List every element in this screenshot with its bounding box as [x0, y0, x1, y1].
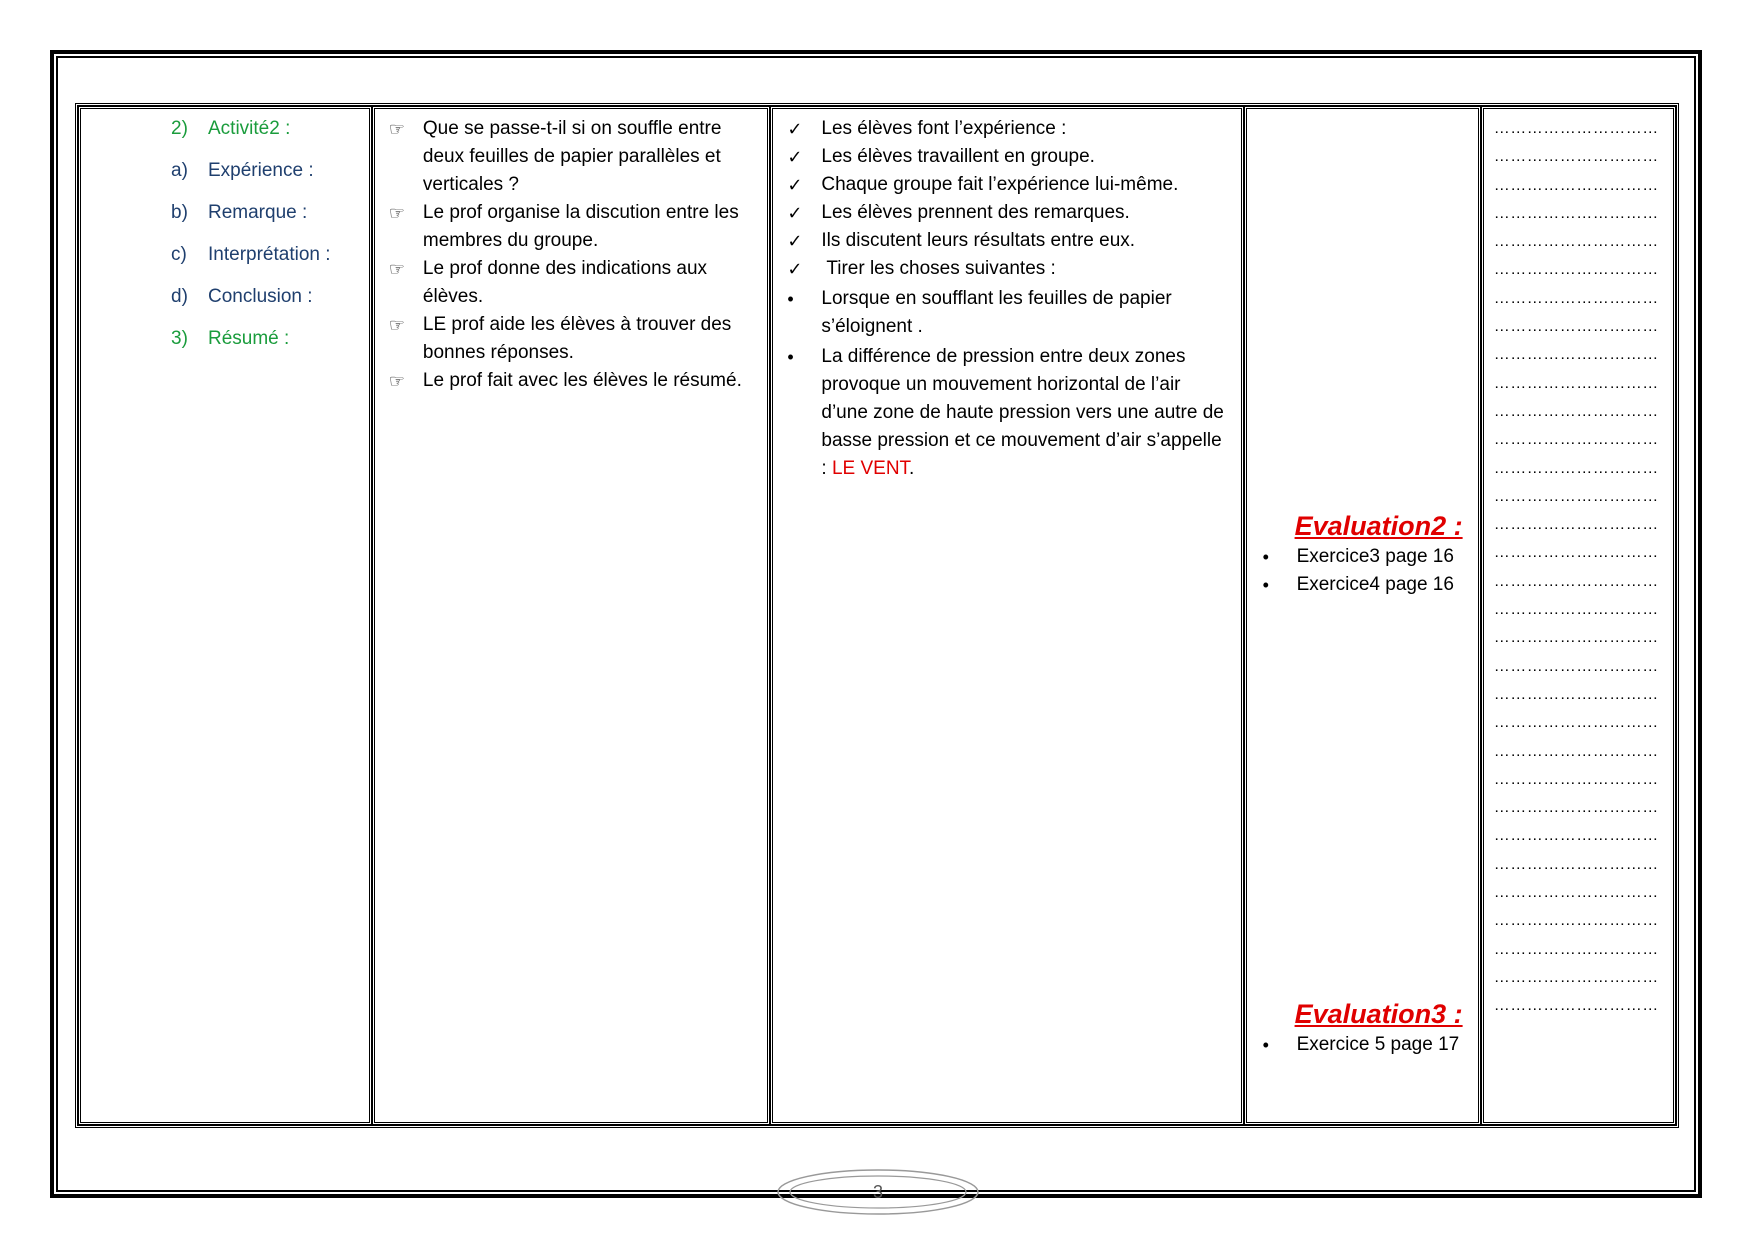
steps-column: [78, 106, 372, 1125]
list-item: ☞ Le prof fait avec les élèves le résumé.: [385, 367, 757, 395]
notes-column: [1481, 106, 1676, 1125]
dotted-line: …………………………: [1493, 318, 1659, 336]
list-item: ✓ Chaque groupe fait l’expérience lui-même.: [783, 171, 1230, 199]
pointing-hand-icon: ☞: [388, 203, 406, 223]
dotted-line: …………………………: [1493, 997, 1659, 1015]
dotted-line: …………………………: [1493, 346, 1659, 364]
list-item: • Exercice3 page 16: [1259, 543, 1472, 571]
keyword-highlight: LE VENT: [831, 458, 910, 479]
evaluation2-block: [1259, 509, 1472, 599]
step-activite2: 2) Activité2 :: [171, 115, 359, 157]
dotted-line: …………………………: [1493, 572, 1659, 590]
dotted-line: …………………………: [1493, 685, 1659, 703]
bullet-icon: •: [1262, 575, 1269, 595]
dotted-line: …………………………: [1493, 968, 1659, 986]
evaluation-column: [1244, 106, 1481, 1125]
evaluation2-title: Evaluation2 :: [1294, 511, 1463, 541]
pointing-hand-icon: ☞: [388, 371, 406, 391]
dotted-line: …………………………: [1493, 827, 1659, 845]
dotted-line: …………………………: [1493, 544, 1659, 562]
dotted-line: …………………………: [1493, 374, 1659, 392]
step-label: Expérience :: [208, 160, 314, 181]
dotted-line: …………………………: [1493, 742, 1659, 760]
dotted-line: …………………………: [1493, 770, 1659, 788]
bullet-icon: •: [1262, 1035, 1269, 1055]
list-item: ✓ Tirer les choses suivantes :: [783, 255, 1230, 283]
list-item: • Exercice4 page 16: [1259, 571, 1472, 599]
dotted-line: …………………………: [1493, 601, 1659, 619]
list-item: ✓ Ils discutent leurs résultats entre eux.: [783, 227, 1230, 255]
step-label: Conclusion :: [208, 286, 313, 307]
lesson-table: [75, 103, 1679, 1128]
step-label: Activité2 :: [208, 118, 291, 139]
list-item: ✓ Les élèves prennent des remarques.: [783, 199, 1230, 227]
dotted-line: …………………………: [1493, 120, 1659, 137]
checkmark-icon: ✓: [787, 147, 803, 167]
dotted-line: …………………………: [1493, 176, 1659, 194]
dotted-line: …………………………: [1493, 148, 1659, 166]
page-number: 3: [773, 1166, 983, 1218]
dotted-line: …………………………: [1493, 459, 1659, 477]
bullet-icon: •: [1262, 547, 1269, 567]
step-remarque: b) Remarque :: [171, 199, 359, 241]
dotted-line: …………………………: [1493, 884, 1659, 902]
dotted-line: …………………………: [1493, 629, 1659, 647]
dotted-line: …………………………: [1493, 657, 1659, 675]
checkmark-icon: ✓: [787, 259, 803, 279]
dotted-line: …………………………: [1493, 516, 1659, 534]
list-item: ☞ Que se passe-t-il si on souffle entre deux feuilles de papier parallèles et verticales ?: [385, 115, 757, 199]
conclusion-text: La différence de pression entre deux zones provoque un mouvement horizontal de l’air d’une zone de haute pression vers une autre de basse pression et ce mouvement d’air s’appelle : LE VENT.: [821, 346, 1224, 479]
teacher-role-column: [372, 106, 770, 1125]
step-label: Résumé :: [208, 328, 290, 349]
step-conclusion: d) Conclusion :: [171, 283, 359, 325]
list-item: • Lorsque en soufflant les feuilles de papier s’éloignent .: [783, 285, 1230, 341]
step-label: Remarque :: [208, 202, 308, 223]
dotted-line: …………………………: [1493, 204, 1659, 222]
list-item: ✓ Les élèves travaillent en groupe.: [783, 143, 1230, 171]
dotted-line: …………………………: [1493, 487, 1659, 505]
bullet-icon: •: [787, 289, 794, 309]
dotted-line: …………………………: [1493, 714, 1659, 732]
list-item: ☞ LE prof aide les élèves à trouver des bonnes réponses.: [385, 311, 757, 367]
dotted-line: …………………………: [1493, 431, 1659, 449]
dotted-line: …………………………: [1493, 855, 1659, 873]
list-item: • Exercice 5 page 17: [1259, 1031, 1472, 1059]
dotted-line: …………………………: [1493, 261, 1659, 279]
evaluation3-title: Evaluation3 :: [1294, 999, 1463, 1029]
list-item: ☞ Le prof organise la discution entre les membres du groupe.: [385, 199, 757, 255]
student-actions-list: [783, 115, 1230, 483]
dotted-line: …………………………: [1493, 912, 1659, 930]
bullet-icon: •: [787, 347, 794, 367]
step-label: Interprétation :: [208, 244, 331, 265]
steps-list: [91, 115, 359, 367]
student-role-column: [770, 106, 1243, 1125]
step-interpretation: c) Interprétation :: [171, 241, 359, 283]
checkmark-icon: ✓: [787, 119, 803, 139]
dotted-line: …………………………: [1493, 799, 1659, 817]
checkmark-icon: ✓: [787, 231, 803, 251]
step-experience: a) Expérience :: [171, 157, 359, 199]
step-resume: 3) Résumé :: [171, 325, 359, 367]
pointing-hand-icon: ☞: [388, 119, 406, 139]
dotted-line: …………………………: [1493, 402, 1659, 420]
dotted-line: …………………………: [1493, 233, 1659, 251]
teacher-actions-list: [385, 115, 757, 395]
checkmark-icon: ✓: [787, 203, 803, 223]
dotted-line: …………………………: [1493, 940, 1659, 958]
checkmark-icon: ✓: [787, 175, 803, 195]
list-item: ✓ Les élèves font l’expérience :: [783, 115, 1230, 143]
list-item: [783, 343, 1230, 483]
pointing-hand-icon: ☞: [388, 315, 406, 335]
evaluation3-block: [1259, 997, 1472, 1059]
dotted-lines: [1494, 115, 1663, 1021]
list-item: ☞ Le prof donne des indications aux élèves.: [385, 255, 757, 311]
dotted-line: …………………………: [1493, 289, 1659, 307]
pointing-hand-icon: ☞: [388, 259, 406, 279]
